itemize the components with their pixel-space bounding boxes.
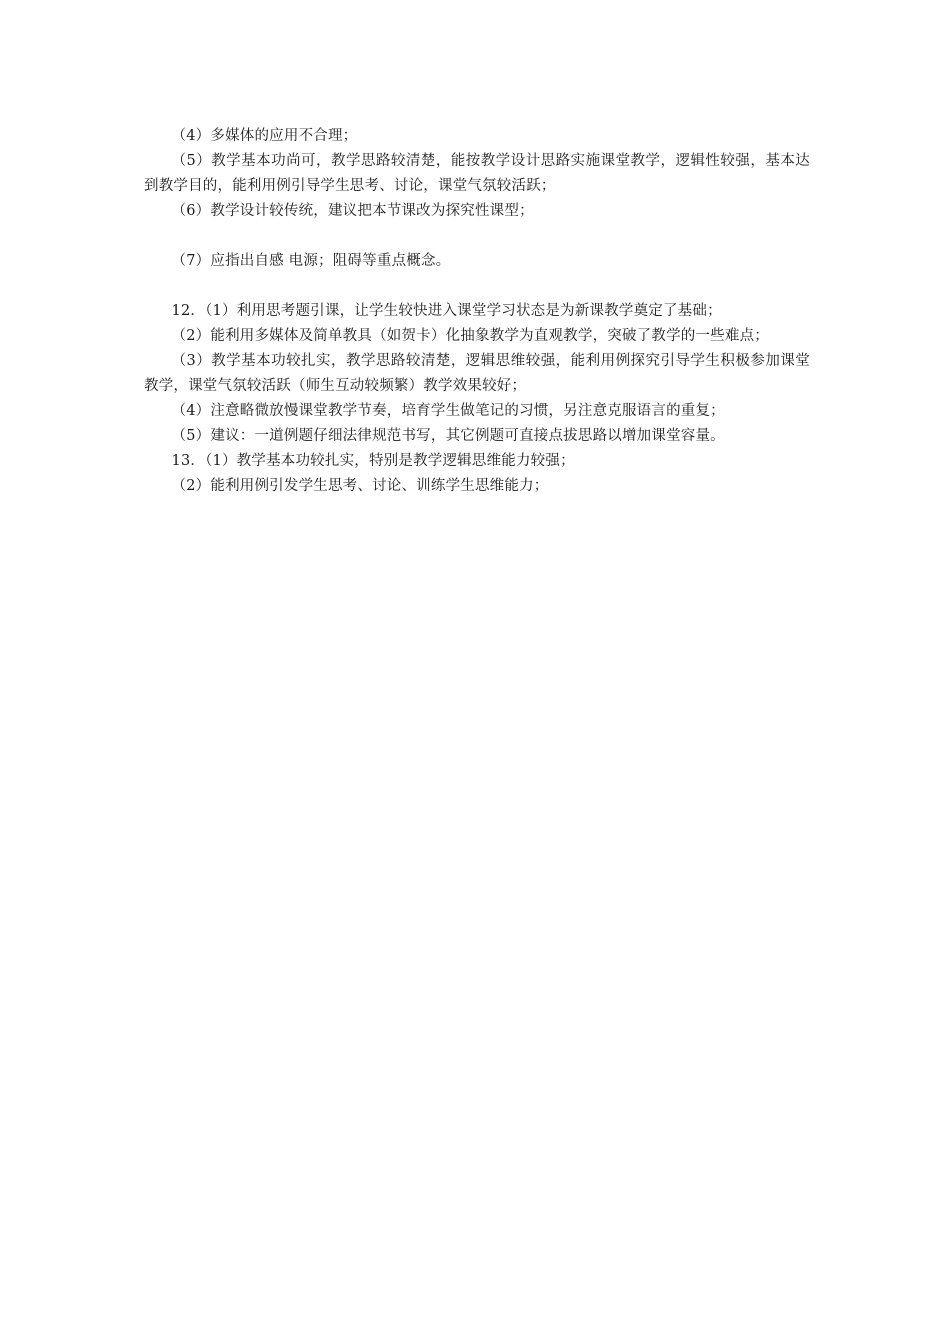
document-body — [144, 124, 810, 499]
paragraph: （7）应指出自感 电源；阻碍等重点概念。 — [171, 253, 451, 269]
blank-line — [144, 274, 810, 299]
blank-line — [144, 224, 810, 249]
paragraph: （2）能利用例引发学生思考、讨论、训练学生思维能力； — [171, 478, 549, 494]
paragraph: 13．（1）教学基本功较扎实，特别是教学逻辑思维能力较强； — [171, 453, 575, 469]
paragraph: （5）教学基本功尚可，教学思路较清楚，能按教学设计思路实施课堂教学，逻辑性较强，基本达到教学目的，能利用例引导学生思考、讨论，课堂气氛较活跃； — [144, 153, 810, 194]
paragraph: （2）能利用多媒体及简单教具（如贺卡）化抽象教学为直观教学，突破了教学的一些难点； — [171, 328, 769, 344]
paragraph: （4）注意略微放慢课堂教学节奏，培育学生做笔记的习惯，另注意克服语言的重复； — [171, 403, 725, 419]
paragraph: （4）多媒体的应用不合理； — [171, 128, 358, 144]
paragraph: （5）建议：一道例题仔细法律规范书写，其它例题可直接点拔思路以增加课堂容量。 — [171, 428, 725, 444]
paragraph: （3）教学基本功较扎实，教学思路较清楚，逻辑思维较强，能利用例探究引导学生积极参加课堂教学，课堂气氛较活跃（师生互动较频繁）教学效果较好； — [144, 353, 810, 394]
paragraph: 12．（1）利用思考题引课，让学生较快进入课堂学习状态是为新课教学奠定了基础； — [171, 303, 722, 319]
paragraph: （6）教学设计较传统，建议把本节课改为探究性课型； — [171, 203, 534, 219]
